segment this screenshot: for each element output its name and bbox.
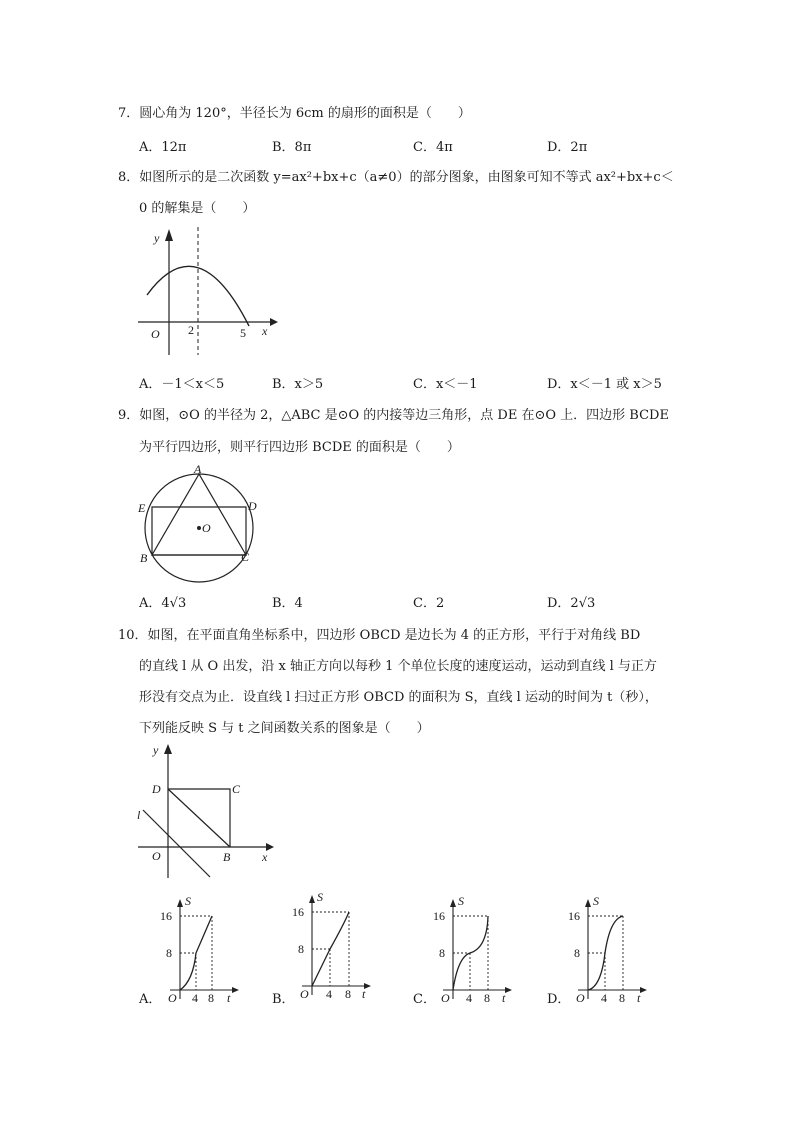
diagonal-bd: [168, 789, 230, 847]
q8-option-a[interactable]: A．－1＜x＜5: [139, 377, 225, 392]
label-b: B: [140, 551, 148, 565]
x-label: x: [262, 324, 268, 338]
svg-text:S: S: [317, 890, 323, 904]
svg-text:S: S: [185, 894, 191, 908]
q8-option-b[interactable]: B．x＞5: [272, 377, 324, 392]
triangle-abc: [152, 474, 246, 555]
y-label: y: [154, 231, 160, 245]
q9-line2: 为平行四边形，则平行四边形 BCDE 的面积是（ ）: [139, 440, 460, 455]
label-c: C: [232, 782, 241, 796]
q9-option-b[interactable]: B．4: [272, 596, 303, 611]
label-x: x: [262, 850, 268, 864]
svg-text:16: 16: [292, 905, 304, 919]
q10-option-d[interactable]: D．: [547, 992, 571, 1007]
tick-5: 5: [240, 326, 246, 340]
svg-text:16: 16: [433, 909, 445, 923]
svg-text:t: t: [227, 991, 231, 1005]
tick-2: 2: [188, 323, 194, 337]
svg-text:S: S: [458, 894, 464, 908]
origin-label: O: [151, 327, 160, 341]
q7-option-a[interactable]: A．12π: [139, 140, 187, 155]
svg-text:4: 4: [192, 991, 198, 1005]
y-axis-arrow: [164, 744, 172, 754]
q8-line1: 8．如图所示的是二次函数 y=ax²+bx+c（a≠0）的部分图象，由图象可知不等式 ax²+bx+c＜: [118, 170, 674, 185]
label-b: B: [223, 850, 231, 864]
q7-option-d[interactable]: D．2π: [547, 140, 588, 155]
label-o: O: [152, 849, 161, 863]
label-a: A: [194, 462, 202, 476]
svg-text:8: 8: [208, 991, 214, 1005]
label-d: D: [248, 499, 257, 513]
q10-option-b[interactable]: B．: [272, 992, 295, 1007]
svg-text:8: 8: [298, 942, 304, 956]
svg-text:S: S: [593, 894, 599, 908]
svg-text:8: 8: [439, 946, 445, 960]
svg-text:8: 8: [166, 946, 172, 960]
q10-line1: 10．如图，在平面直角坐标系中，四边形 OBCD 是边长为 4 的正方形，平行于对角线 BD: [118, 628, 641, 643]
svg-text:4: 4: [326, 987, 332, 1001]
label-y: y: [153, 743, 159, 757]
q10-option-a[interactable]: A．: [139, 992, 162, 1007]
svg-text:t: t: [362, 987, 366, 1001]
q7-option-b[interactable]: B．8π: [272, 140, 312, 155]
q8-option-c[interactable]: C．x＜－1: [413, 377, 478, 392]
svg-text:16: 16: [160, 909, 172, 923]
q10-graph-c: [433, 895, 518, 1005]
center-point: [197, 526, 201, 530]
label-o: O: [202, 521, 211, 535]
svg-text:O: O: [441, 991, 450, 1005]
parabola-curve: [147, 266, 249, 326]
svg-text:O: O: [576, 991, 585, 1005]
svg-text:O: O: [300, 987, 309, 1001]
q10-graph-a: [160, 895, 245, 1005]
q10-graph-d: [568, 895, 653, 1005]
q9-circle-figure: [130, 458, 270, 588]
line-l: [143, 810, 210, 877]
svg-text:4: 4: [601, 991, 607, 1005]
q10-line4: 下列能反映 S 与 t 之间函数关系的图象是（ ）: [139, 721, 430, 736]
q9-option-d[interactable]: D．2√3: [547, 596, 596, 611]
svg-text:16: 16: [568, 909, 580, 923]
q10-square-figure: [130, 740, 280, 880]
svg-text:8: 8: [484, 991, 490, 1005]
q10-line2: 的直线 l 从 O 出发，沿 x 轴正方向以每秒 1 个单位长度的速度运动，运动到直线 l 与正方: [139, 659, 657, 674]
svg-text:8: 8: [574, 946, 580, 960]
label-e: E: [138, 501, 146, 515]
svg-text:t: t: [502, 991, 506, 1005]
q10-line3: 形没有交点为止．设直线 l 扫过正方形 OBCD 的面积为 S，直线 l 运动的时间为 t（秒），: [139, 690, 658, 705]
q7-option-c[interactable]: C．4π: [413, 140, 453, 155]
q10-option-c[interactable]: C．: [413, 992, 436, 1007]
q8-option-d[interactable]: D．x＜－1 或 x＞5: [547, 377, 662, 392]
q9-option-c[interactable]: C．2: [413, 596, 445, 611]
q8-parabola-graph: [130, 225, 290, 360]
q10-graph-b: [292, 891, 377, 1001]
label-l: l: [137, 808, 141, 822]
x-axis-arrow: [270, 318, 278, 326]
q7-text: 7．圆心角为 120°，半径长为 6cm 的扇形的面积是（ ）: [118, 106, 471, 121]
svg-text:8: 8: [619, 991, 625, 1005]
q8-line2: 0 的解集是（ ）: [139, 201, 256, 216]
svg-text:4: 4: [466, 991, 472, 1005]
svg-text:O: O: [168, 991, 177, 1005]
q9-line1: 9．如图，⊙O 的半径为 2，△ABC 是⊙O 的内接等边三角形，点 DE 在⊙O 上．四边形 BCDE: [118, 408, 669, 423]
label-d: D: [152, 782, 161, 796]
svg-text:t: t: [637, 991, 641, 1005]
label-c: C: [241, 550, 250, 564]
svg-text:8: 8: [345, 987, 351, 1001]
q9-option-a[interactable]: A．4√3: [139, 596, 187, 611]
y-axis-arrow: [165, 229, 173, 241]
